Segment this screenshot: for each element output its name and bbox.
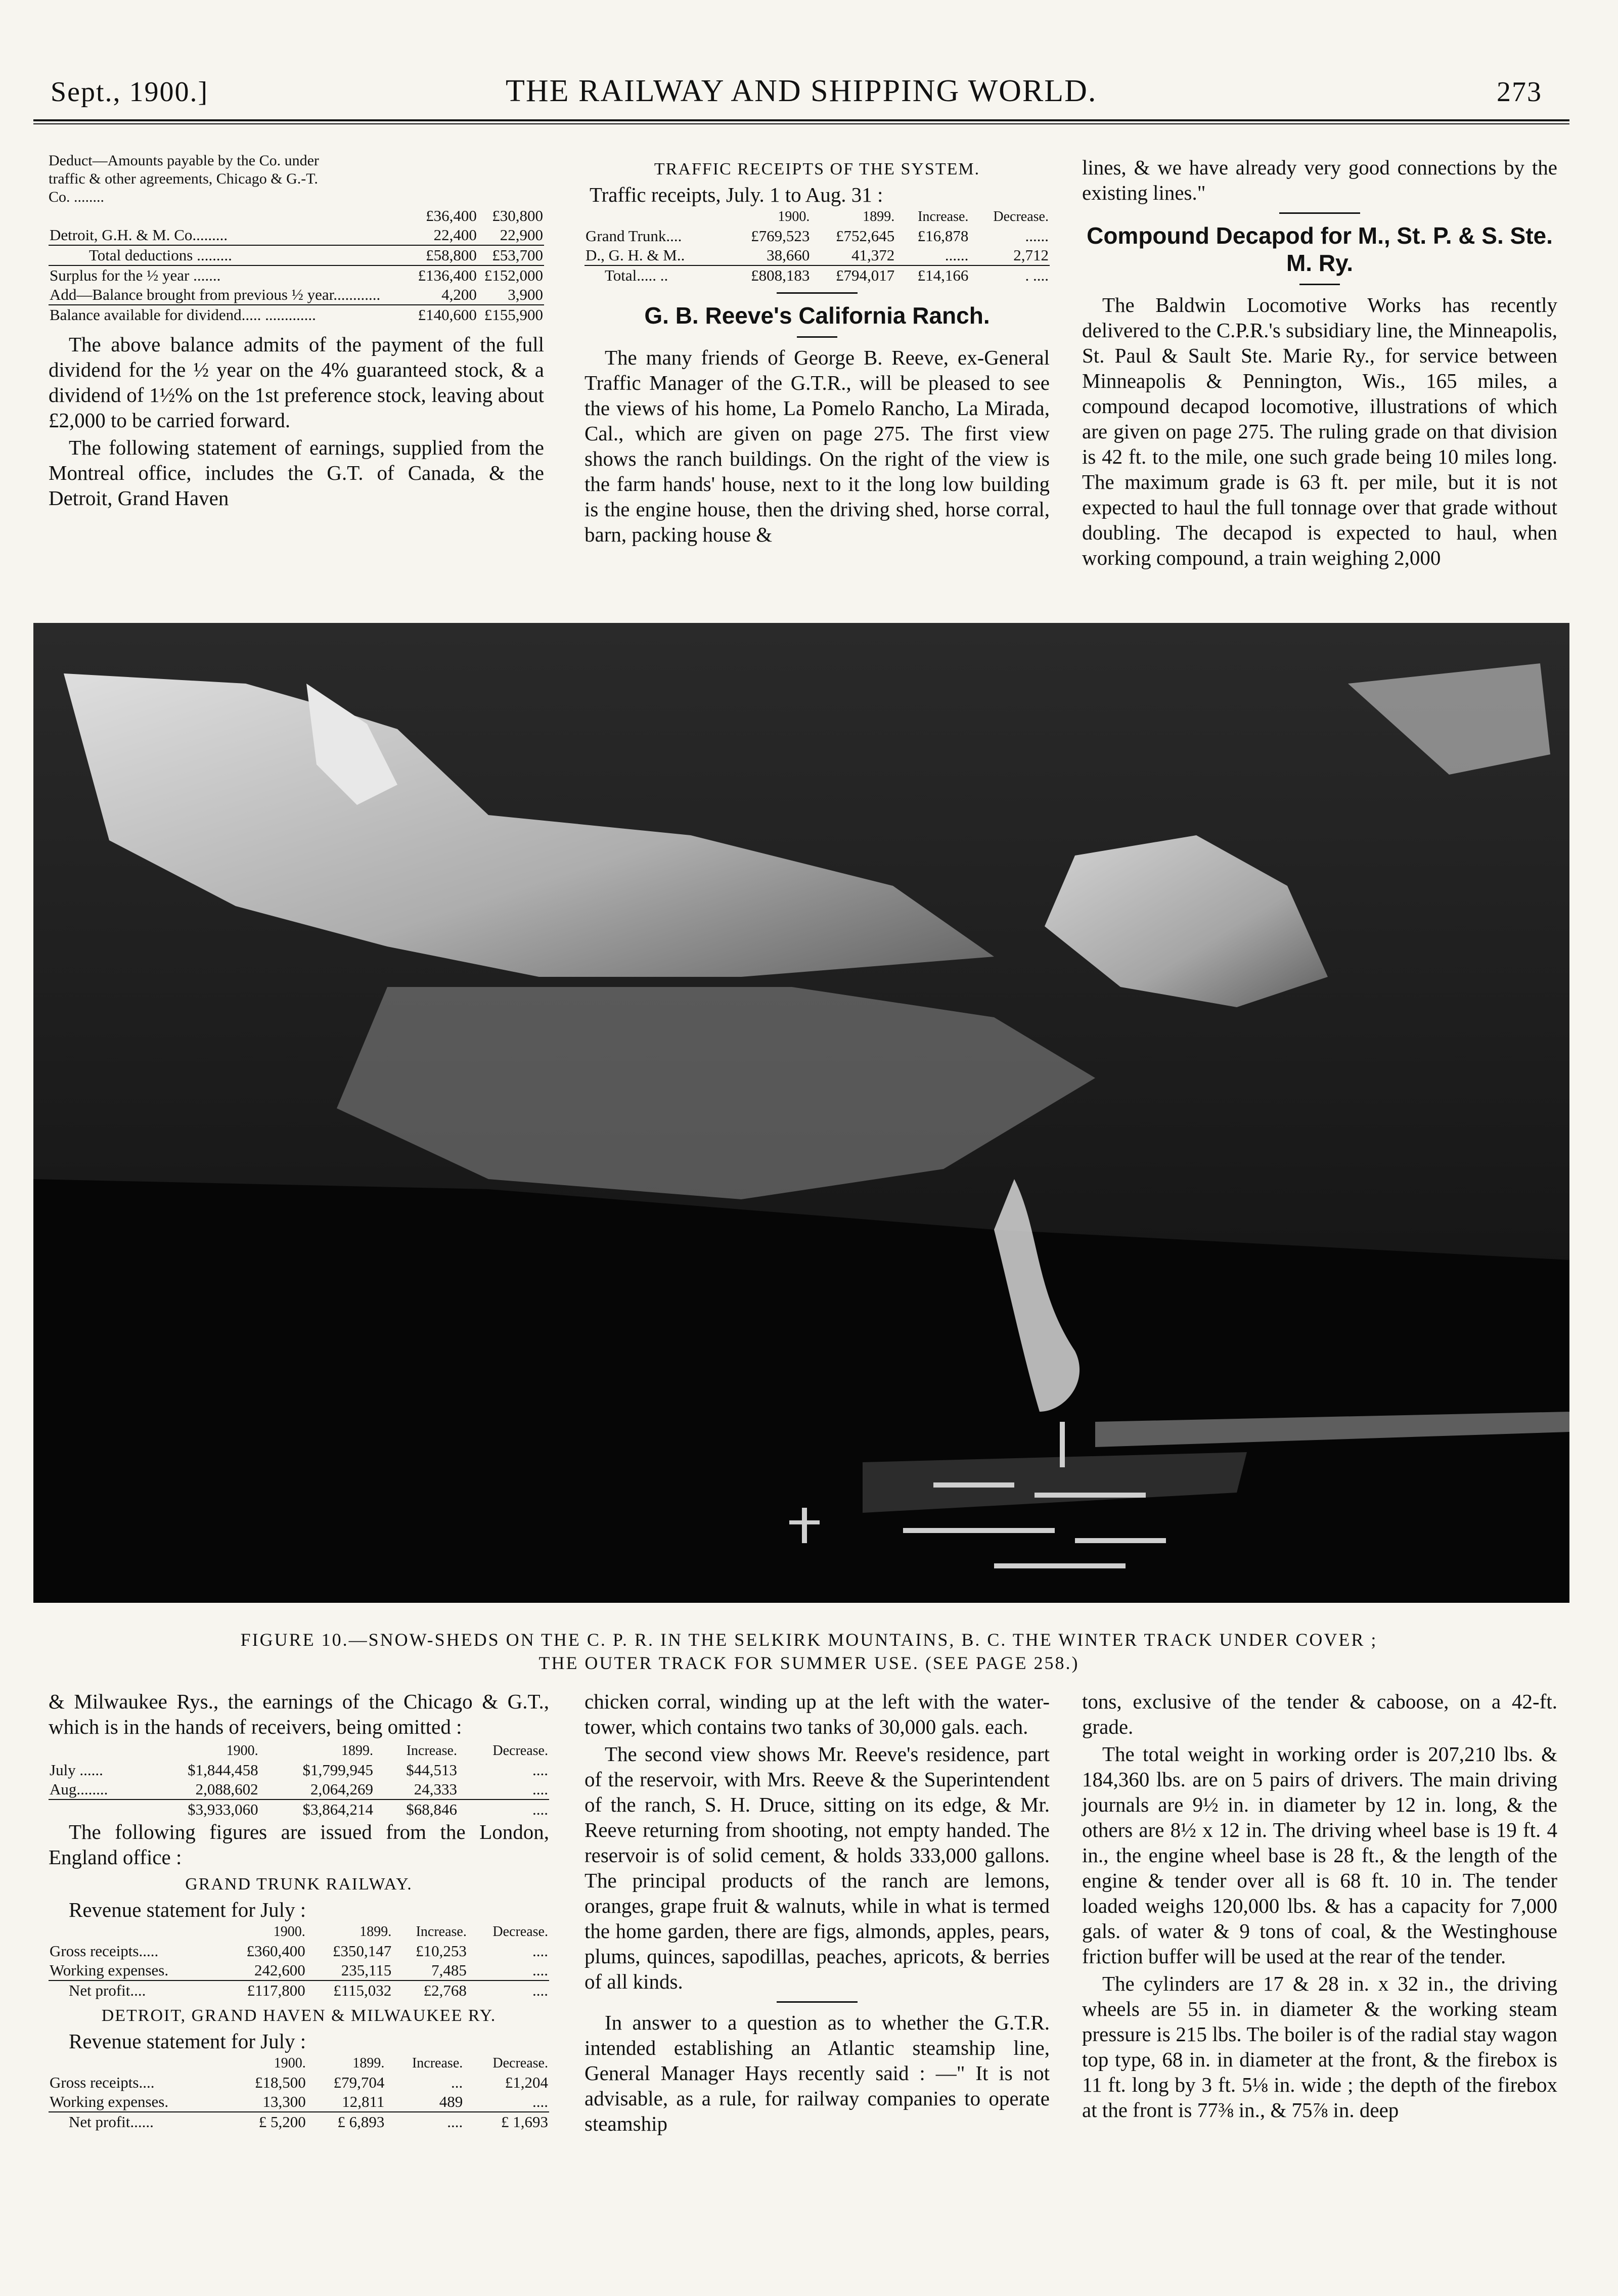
table-header: 1900. 1899. Increase. Decrease. bbox=[778, 209, 1049, 224]
earnings-table bbox=[49, 1741, 549, 1819]
gtr-table-title: GRAND TRUNK RAILWAY. bbox=[185, 1875, 413, 1894]
column-1-bottom bbox=[49, 1689, 549, 2132]
column-2-bottom bbox=[585, 1689, 1050, 2138]
dgh-table-title: DETROIT, GRAND HAVEN & MILWAUKEE RY. bbox=[101, 2006, 497, 2025]
table-row: Gross receipts.... £18,500 £79,704 ... £1,204 bbox=[50, 2074, 548, 2091]
table-row: Surplus for the ½ year ....... £136,400 £152,000 bbox=[50, 266, 543, 284]
table-row: Balance available for dividend..... ............. £140,600 £155,900 bbox=[50, 306, 543, 324]
table-header: 1900. 1899. Increase. Decrease. bbox=[273, 1924, 548, 1940]
paragraph: The following statement of earnings, supplied from the Montreal office, includes the G.T. of Canada, & the Detroit, Grand Haven bbox=[49, 436, 544, 510]
table-row: Total..... .. £808,183 £794,017 £14,166 . .... bbox=[585, 265, 1050, 285]
column-1-top bbox=[49, 152, 544, 513]
separator bbox=[1299, 284, 1340, 285]
paragraph: In answer to a question as to whether the G.T.R. intended establishing an Atlantic steamship line, General Manager Hays recently said : —" It is not advisable, as a rule, for railway companies to operate steamship bbox=[585, 2011, 1050, 2135]
paragraph: tons, exclusive of the tender & caboose, on a 42-ft. grade. bbox=[1082, 1690, 1557, 1738]
table-row: D., G. H. & M.. 38,660 41,372 ...... 2,712 bbox=[586, 246, 1049, 264]
snow-sheds-photo bbox=[33, 623, 1569, 1603]
gtr-revenue-table bbox=[49, 1922, 549, 2000]
table-row: Detroit, G.H. & M. Co......... 22,400 22,900 bbox=[50, 226, 543, 244]
gtr-table-subtitle: Revenue statement for July : bbox=[69, 1898, 306, 1921]
table-row: Grand Trunk.... £769,523 £752,645 £16,878 ...... bbox=[586, 227, 1049, 245]
article-heading-reeve: G. B. Reeve's California Ranch. bbox=[644, 302, 990, 329]
paragraph: The cylinders are 17 & 28 in. x 32 in., the driving wheels are 55 in. in diameter & the working steam pressure is 215 lbs. The boiler is of the radial stay wagon top type, 68 in. in diameter at the front, & the firebox is 11 ft. long by 3 ft. 5⅛ in. wide ; the depth of the firebox at the front is 77⅜ in., & 75⅞ in. deep bbox=[1082, 1972, 1557, 2122]
column-2-top bbox=[585, 157, 1050, 549]
mountain-illustration bbox=[33, 623, 1569, 1603]
dgh-table-subtitle: Revenue statement for July : bbox=[69, 2030, 306, 2053]
table-row: $3,933,060 $3,864,214 $68,846 .... bbox=[49, 1799, 549, 1819]
table-row: Working expenses. 242,600 235,115 7,485 .... bbox=[50, 1961, 548, 1979]
column-3-top bbox=[1082, 155, 1557, 572]
table-row: Aug........ 2,088,602 2,064,269 24,333 .... bbox=[50, 1780, 548, 1798]
table-row: Add—Balance brought from previous ½ year............ 4,200 3,900 bbox=[50, 286, 543, 303]
traffic-table-title: TRAFFIC RECEIPTS OF THE SYSTEM. bbox=[654, 160, 980, 178]
paragraph: The many friends of George B. Reeve, ex-General Traffic Manager of the G.T.R., will be pleased to see the views of his home, La Pomelo Rancho, La Mirada, Cal., which are given on page 275. The first view shows the ranch buildings. On the right of the view is the farm hands' house, next to it the long low building is the engine house, then the driving shed, horse corral, barn, packing house & bbox=[585, 346, 1050, 546]
column-3-bottom bbox=[1082, 1689, 1557, 2125]
journal-title: THE RAILWAY AND SHIPPING WORLD. bbox=[506, 74, 1097, 108]
caption-line-2: THE OUTER TRACK FOR SUMMER USE. (SEE PAGE 258.) bbox=[538, 1653, 1080, 1673]
separator bbox=[777, 2001, 858, 2003]
paragraph: The above balance admits of the payment of the full dividend for the ½ year on the 4% guaranteed stock, & a dividend of 1½% on the 1st preference stock, leaving about £2,000 to be carried forward. bbox=[49, 333, 544, 432]
paragraph: & Milwaukee Rys., the earnings of the Chicago & G.T., which is in the hands of receivers, being omitted : bbox=[49, 1690, 549, 1738]
table-row: Net profit...... £ 5,200 £ 6,893 .... £ 1,693 bbox=[49, 2112, 549, 2132]
header-rule-thin bbox=[33, 123, 1569, 124]
paragraph: The following figures are issued from the London, England office : bbox=[49, 1820, 549, 1869]
paragraph: lines, & we have already very good connections by the existing lines." bbox=[1082, 156, 1557, 204]
table-header: 1900. 1899. Increase. Decrease. bbox=[274, 2055, 548, 2071]
separator bbox=[797, 336, 837, 338]
separator bbox=[777, 292, 858, 294]
dgh-revenue-table bbox=[49, 2054, 549, 2132]
table-row: Net profit.... £117,800 £115,032 £2,768 .... bbox=[49, 1980, 549, 2000]
article-heading-decapod: Compound Decapod for M., St. P. & S. Ste. M. Ry. bbox=[1087, 222, 1553, 276]
table-row: £36,400 £30,800 bbox=[426, 207, 543, 224]
header-rule bbox=[33, 119, 1569, 121]
page-number: 273 bbox=[1497, 76, 1542, 108]
table-row: Working expenses. 13,300 12,811 489 .... bbox=[50, 2093, 548, 2110]
separator bbox=[1279, 212, 1360, 214]
figure-caption bbox=[111, 1628, 1507, 1675]
traffic-table-subtitle: Traffic receipts, July. 1 to Aug. 31 : bbox=[590, 183, 883, 206]
deduct-label: Deduct—Amounts payable by the Co. under traffic & other agreements, Chicago & G.-T. Co. ........ bbox=[49, 152, 319, 205]
paragraph: The second view shows Mr. Reeve's residence, part of the reservoir, with Mrs. Reeve & the Superintendent of the ranch, S. H. Druce, sitting on its edge, & Mr. Reeve returning from shooting, not empty handed. The reservoir is of solid cement, & holds 333,000 gallons. The principal products of the ranch are lemons, oranges, grape fruit & walnuts, while in what is termed the home garden, there are figs, almonds, apples, pears, plums, quinces, sapodillas, peaches, apricots, & berries of all kinds. bbox=[585, 1742, 1050, 1993]
traffic-table bbox=[585, 207, 1050, 285]
table-row: July ...... $1,844,458 $1,799,945 $44,513 .... bbox=[50, 1761, 548, 1779]
paragraph: The total weight in working order is 207,210 lbs. & 184,360 lbs. are on 5 pairs of drivers. The main driving journals are 9½ in. in diameter by 12 in. long, & the others are 8½ x 12 in. The driving wheel base is 19 ft. 4 in., the engine wheel base is 28 ft., & the length of the engine & tender over all is 68 ft. 10 in. The tender loaded weighs 120,000 lbs. & has a capacity for 7,000 gals. of water & 9 tons of coal, & the Westinghouse friction buffer will be used at the rear of the tender. bbox=[1082, 1742, 1557, 1968]
table-row: Total deductions ......... £58,800 £53,700 bbox=[49, 245, 544, 265]
paragraph: chicken corral, winding up at the left with the water-tower, which contains two tanks of 30,000 gals. each. bbox=[585, 1690, 1050, 1738]
paragraph: The Baldwin Locomotive Works has recently delivered to the C.P.R.'s subsidiary line, the Minneapolis, St. Paul & Sault Ste. Marie Ry., for service between Minneapolis & Pennington, Wis., 165 miles, a compound decapod locomotive, illustrations of which are given on page 275. The ruling grade on that division is 42 ft. to the mile, one such grade being 10 miles long. The maximum grade is 63 ft. per mile, but it is not expected to haul the full tonnage over that grade without doubling. The decapod is expected to haul, when working compound, a train weighing 2,000 bbox=[1082, 293, 1557, 569]
dividend-table bbox=[49, 206, 544, 325]
header-date: Sept., 1900.] bbox=[51, 76, 209, 108]
table-row: Gross receipts..... £360,400 £350,147 £10,253 .... bbox=[50, 1942, 548, 1960]
caption-line-1: FIGURE 10.—SNOW-SHEDS ON THE C. P. R. IN THE SELKIRK MOUNTAINS, B. C. THE WINTER TRACK UNDER COVER ; bbox=[240, 1630, 1378, 1650]
table-header: 1900. 1899. Increase. Decrease. bbox=[226, 1743, 548, 1759]
